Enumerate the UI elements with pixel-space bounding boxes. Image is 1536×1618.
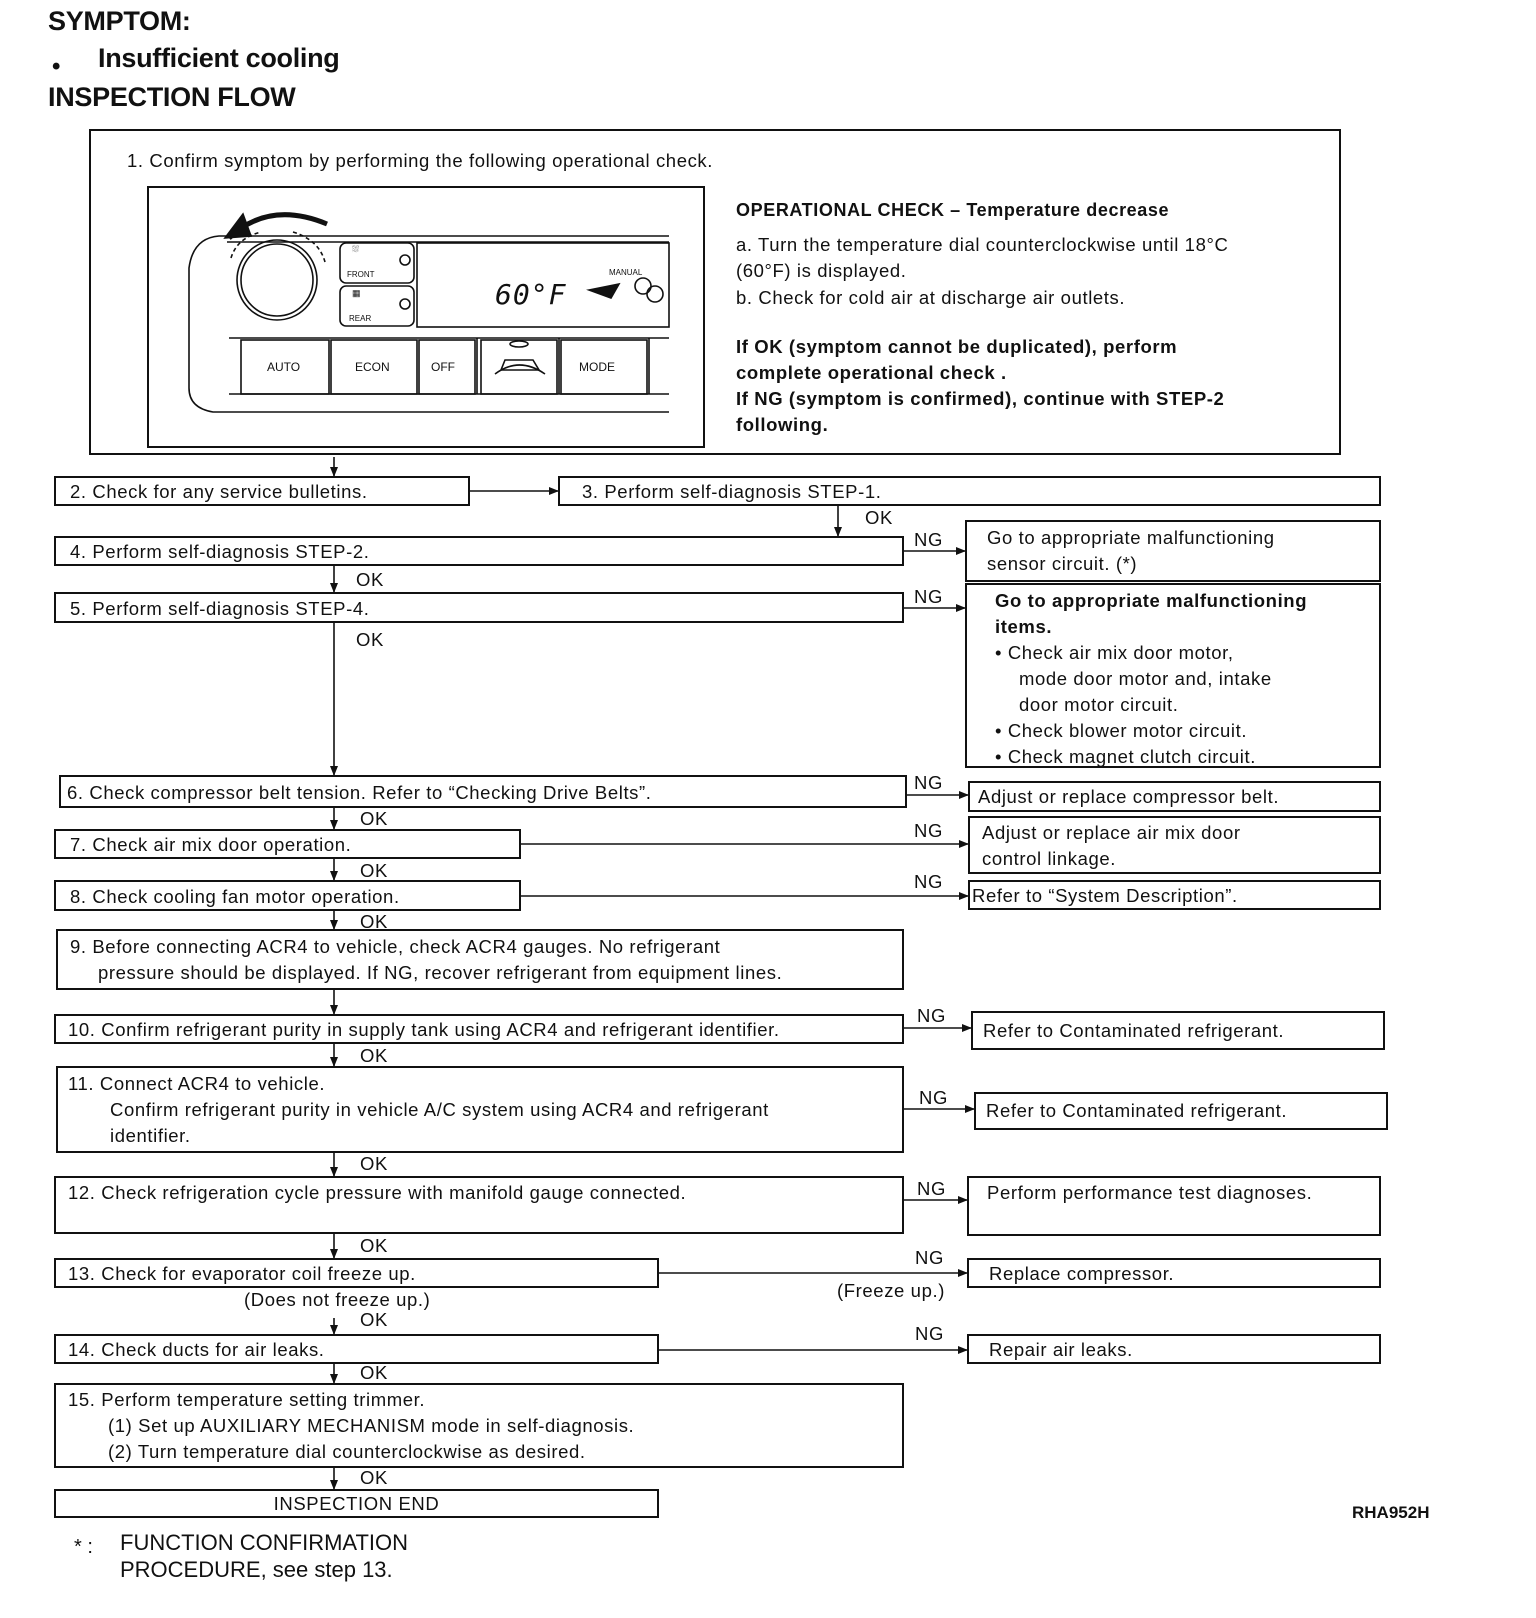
result-11-text: Refer to Contaminated refrigerant. [986, 1100, 1288, 1121]
control-panel-drawing [149, 188, 703, 446]
ng-label-8: NG [914, 871, 943, 892]
step-6-box [59, 775, 907, 808]
ok-label-3: OK [865, 507, 893, 528]
step-9-text-line1: 9. Before connecting ACR4 to vehicle, check ACR4 gauges. No refrigerant [70, 936, 721, 957]
ok-label-8: OK [360, 911, 388, 932]
result-5-item3: • Check magnet clutch circuit. [995, 746, 1256, 767]
result-8-text: Refer to “System Description”. [972, 885, 1238, 906]
step-10-box [54, 1014, 904, 1044]
off-button: OFF [431, 360, 455, 374]
step-15-text-line3: (2) Turn temperature dial counterclockwise as desired. [108, 1441, 586, 1462]
inspection-flow-title: INSPECTION FLOW [48, 82, 296, 112]
ok-label-14: OK [360, 1362, 388, 1383]
auto-button: AUTO [267, 360, 301, 374]
result-7-line1: Adjust or replace air mix door [982, 822, 1241, 843]
step-13-box [54, 1258, 659, 1288]
ng-label-7: NG [914, 820, 943, 841]
ng-label-13: NG [915, 1247, 944, 1268]
step-1-box [89, 129, 1341, 455]
footnote-line2: PROCEDURE, see step 13. [120, 1557, 393, 1582]
result-10-text: Refer to Contaminated refrigerant. [983, 1020, 1285, 1041]
footnote-line1: FUNCTION CONFIRMATION [120, 1530, 409, 1555]
ok-note-line1: If OK (symptom cannot be duplicated), perform [736, 336, 1178, 357]
result-13-box [967, 1258, 1381, 1288]
step-4-text: 4. Perform self-diagnosis STEP-2. [70, 541, 370, 562]
step-5-text: 5. Perform self-diagnosis STEP-4. [70, 598, 370, 619]
result-10-box [971, 1011, 1385, 1050]
step-11-box [56, 1066, 904, 1153]
step-13-text: 13. Check for evaporator coil freeze up. [68, 1263, 416, 1284]
ng-note-line2: following. [736, 414, 829, 435]
result-6-box [968, 781, 1381, 812]
ok-label-4: OK [356, 569, 384, 590]
step-7-text: 7. Check air mix door operation. [70, 834, 352, 855]
display-temperature: 60°F [495, 278, 567, 311]
freeze-label: (Freeze up.) [837, 1280, 945, 1301]
step-6-text: 6. Check compressor belt tension. Refer to “Checking Drive Belts”. [67, 782, 652, 803]
ok-label-10: OK [360, 1045, 388, 1066]
ok-label-5: OK [356, 629, 384, 650]
step-3-text: 3. Perform self-diagnosis STEP-1. [582, 481, 882, 502]
step-15-box [54, 1383, 904, 1468]
mode-button: MODE [579, 360, 615, 374]
ok-label-6: OK [360, 808, 388, 829]
step-15-text-line2: (1) Set up AUXILIARY MECHANISM mode in self-diagnosis. [108, 1415, 635, 1436]
symptom-label: SYMPTOM: [48, 6, 191, 36]
ng-label-11: NG [919, 1087, 948, 1108]
manual-label: MANUAL [609, 268, 643, 277]
rear-defrost-icon: ▦ [352, 288, 361, 298]
ok-note-line2: complete operational check . [736, 362, 1007, 383]
ng-label-14: NG [915, 1323, 944, 1344]
step-2-text: 2. Check for any service bulletins. [70, 481, 368, 502]
result-5-item1-line1: • Check air mix door motor, [995, 642, 1234, 663]
step-2-box [54, 476, 470, 506]
result-14-box [967, 1334, 1381, 1364]
ng-label-6: NG [914, 772, 943, 793]
figure-code: RHA952H [1352, 1503, 1430, 1522]
result-8-box [968, 880, 1381, 910]
result-5-title-line1: Go to appropriate malfunctioning [995, 590, 1308, 611]
ok-label-7: OK [360, 860, 388, 881]
result-4-line1: Go to appropriate malfunctioning [987, 527, 1275, 548]
inspection-end-text: INSPECTION END [273, 1493, 440, 1514]
step-5-box [54, 592, 904, 623]
step-1-text: 1. Confirm symptom by performing the following operational check. [127, 150, 714, 171]
ng-label-12: NG [917, 1178, 946, 1199]
result-7-line2: control linkage. [982, 848, 1117, 869]
opcheck-a-line1: a. Turn the temperature dial counterclockwise until 18°C [736, 234, 1229, 255]
result-6-text: Adjust or replace compressor belt. [978, 786, 1280, 807]
ok-label-15: OK [360, 1467, 388, 1488]
ok-label-12: OK [360, 1235, 388, 1256]
step-9-box [56, 929, 904, 990]
result-11-box [974, 1092, 1388, 1130]
result-4-box [965, 520, 1381, 582]
result-5-item2: • Check blower motor circuit. [995, 720, 1248, 741]
not-freeze-label: (Does not freeze up.) [244, 1289, 431, 1310]
result-5-title-line2: items. [995, 616, 1053, 637]
front-label: FRONT [347, 270, 375, 279]
step-9-text-line2: pressure should be displayed. If NG, recover refrigerant from equipment lines. [98, 962, 783, 983]
step-8-box [54, 880, 521, 911]
front-defrost-icon: ⛆ [352, 244, 360, 254]
step-14-text: 14. Check ducts for air leaks. [68, 1339, 325, 1360]
result-14-text: Repair air leaks. [989, 1339, 1133, 1360]
rear-label: REAR [349, 314, 372, 323]
result-7-box [968, 816, 1381, 874]
ng-label-5: NG [914, 586, 943, 607]
result-12-box [967, 1176, 1381, 1236]
step-7-box [54, 829, 521, 859]
result-4-line2: sensor circuit. (*) [987, 553, 1138, 574]
bullet: • [52, 53, 61, 80]
step-8-text: 8. Check cooling fan motor operation. [70, 886, 400, 907]
ok-label-13: OK [360, 1309, 388, 1330]
step-11-text-line3: identifier. [110, 1125, 191, 1146]
ng-note-line1: If NG (symptom is confirmed), continue with STEP-2 [736, 388, 1225, 409]
econ-button: ECON [355, 360, 390, 374]
opcheck-b: b. Check for cold air at discharge air outlets. [736, 287, 1126, 308]
step-3-box [558, 476, 1381, 506]
ok-label-11: OK [360, 1153, 388, 1174]
result-5-item1-line2: mode door motor and, intake [1019, 668, 1272, 689]
step-4-box [54, 536, 904, 566]
result-5-box [965, 583, 1381, 768]
opcheck-title: OPERATIONAL CHECK – Temperature decrease [736, 200, 1170, 220]
result-13-text: Replace compressor. [989, 1263, 1175, 1284]
footnote-mark: * : [74, 1536, 93, 1558]
control-panel-illustration [147, 186, 705, 448]
inspection-end-box [54, 1489, 659, 1518]
step-14-box [54, 1334, 659, 1364]
symptom-text: Insufficient cooling [98, 43, 340, 73]
step-12-text: 12. Check refrigeration cycle pressure with manifold gauge connected. [68, 1182, 687, 1203]
result-12-text: Perform performance test diagnoses. [987, 1182, 1313, 1203]
step-12-box [54, 1176, 904, 1234]
step-11-text-line2: Confirm refrigerant purity in vehicle A/C system using ACR4 and refrigerant [110, 1099, 769, 1120]
step-15-text-line1: 15. Perform temperature setting trimmer. [68, 1389, 426, 1410]
step-10-text: 10. Confirm refrigerant purity in supply tank using ACR4 and refrigerant identifier. [68, 1019, 780, 1040]
ng-label-10: NG [917, 1005, 946, 1026]
step-11-text-line1: 11. Connect ACR4 to vehicle. [68, 1073, 326, 1094]
opcheck-a-line2: (60°F) is displayed. [736, 260, 907, 281]
ng-label-4: NG [914, 529, 943, 550]
result-5-item1-line3: door motor circuit. [1019, 694, 1179, 715]
